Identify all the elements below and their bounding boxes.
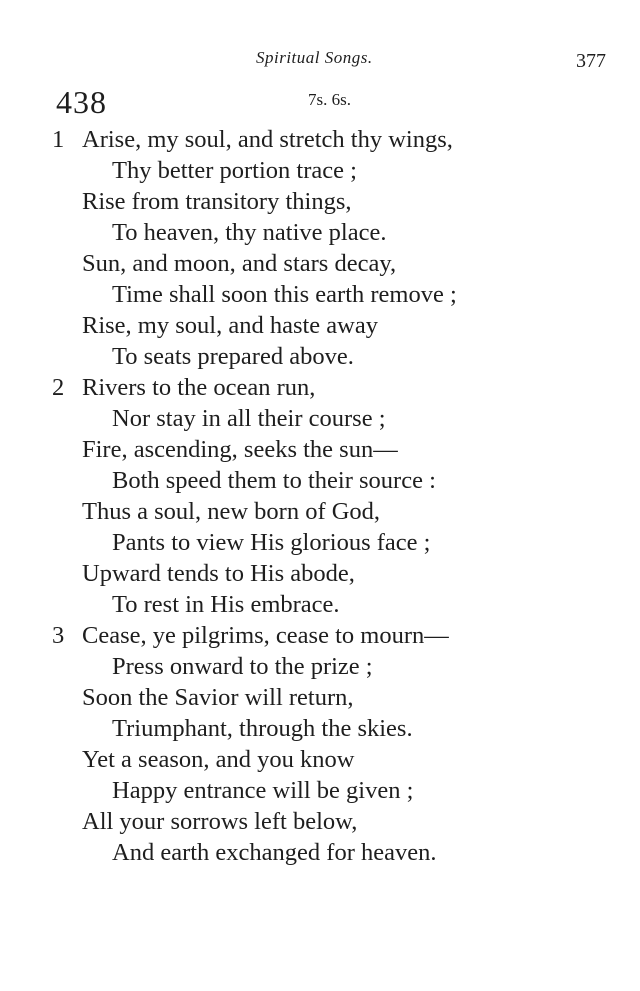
verse-text: Arise, my soul, and stretch thy wings, <box>82 126 453 153</box>
verse-line <box>0 372 640 403</box>
verse-line <box>0 155 640 186</box>
verse-text: Rivers to the ocean run, <box>82 374 316 401</box>
verse-text: To seats prepared above. <box>112 343 354 370</box>
verse-text: Thus a soul, new born of God, <box>82 498 381 525</box>
verse-text: Rise, my soul, and haste away <box>82 312 378 339</box>
verse-text: Fire, ascending, seeks the sun— <box>82 436 398 463</box>
verse-text: Time shall soon this earth remove ; <box>112 281 457 308</box>
verse-text: To heaven, thy native place. <box>112 219 387 246</box>
verse-text: Thy better portion trace ; <box>112 157 357 184</box>
stanza-number: 2 <box>52 374 65 401</box>
verse-line <box>0 558 640 589</box>
verse-line <box>0 310 640 341</box>
verse-text: And earth exchanged for heaven. <box>112 839 437 866</box>
verse-line <box>0 527 640 558</box>
verse-text: Upward tends to His abode, <box>82 560 355 587</box>
hymn-number: 438 <box>56 84 107 120</box>
verse-line <box>0 341 640 372</box>
verse-line <box>0 496 640 527</box>
verse-text: Happy entrance will be given ; <box>112 777 414 804</box>
verse-line <box>0 124 640 155</box>
verse-text: Sun, and moon, and stars decay, <box>82 250 397 277</box>
verse-line <box>0 775 640 806</box>
page-number: 377 <box>576 50 606 72</box>
verse-line <box>0 651 640 682</box>
verse-text: To rest in His embrace. <box>112 591 340 618</box>
stanza-3 <box>0 620 640 868</box>
stanza-1 <box>0 124 640 372</box>
stanza-number: 3 <box>52 622 65 649</box>
verse-text: Nor stay in all their course ; <box>112 405 386 432</box>
stanza-2 <box>0 372 640 620</box>
stanza-number: 1 <box>52 126 65 153</box>
verse-line <box>0 465 640 496</box>
verse-line <box>0 279 640 310</box>
verse-text: Triumphant, through the skies. <box>112 715 413 742</box>
verse-text: All your sorrows left below, <box>82 808 358 835</box>
hymn-meter: 7s. 6s. <box>308 90 351 109</box>
verse-text: Rise from transitory things, <box>82 188 352 215</box>
verse-line <box>0 682 640 713</box>
verse-line <box>0 248 640 279</box>
verse-line <box>0 837 640 868</box>
verse-text: Press onward to the prize ; <box>112 653 373 680</box>
running-title: Spiritual Songs. <box>256 48 373 67</box>
verse-line <box>0 434 640 465</box>
verse-line <box>0 217 640 248</box>
verse-line <box>0 403 640 434</box>
verse-text: Yet a season, and you know <box>82 746 355 773</box>
verse-line <box>0 713 640 744</box>
verse-line <box>0 186 640 217</box>
verse-line <box>0 620 640 651</box>
verse-line <box>0 589 640 620</box>
verse-text: Pants to view His glorious face ; <box>112 529 431 556</box>
verse-text: Soon the Savior will return, <box>82 684 354 711</box>
verse-text: Both speed them to their source : <box>112 467 436 494</box>
verse-text: Cease, ye pilgrims, cease to mourn— <box>82 622 449 649</box>
verse-line <box>0 744 640 775</box>
verse-line <box>0 806 640 837</box>
